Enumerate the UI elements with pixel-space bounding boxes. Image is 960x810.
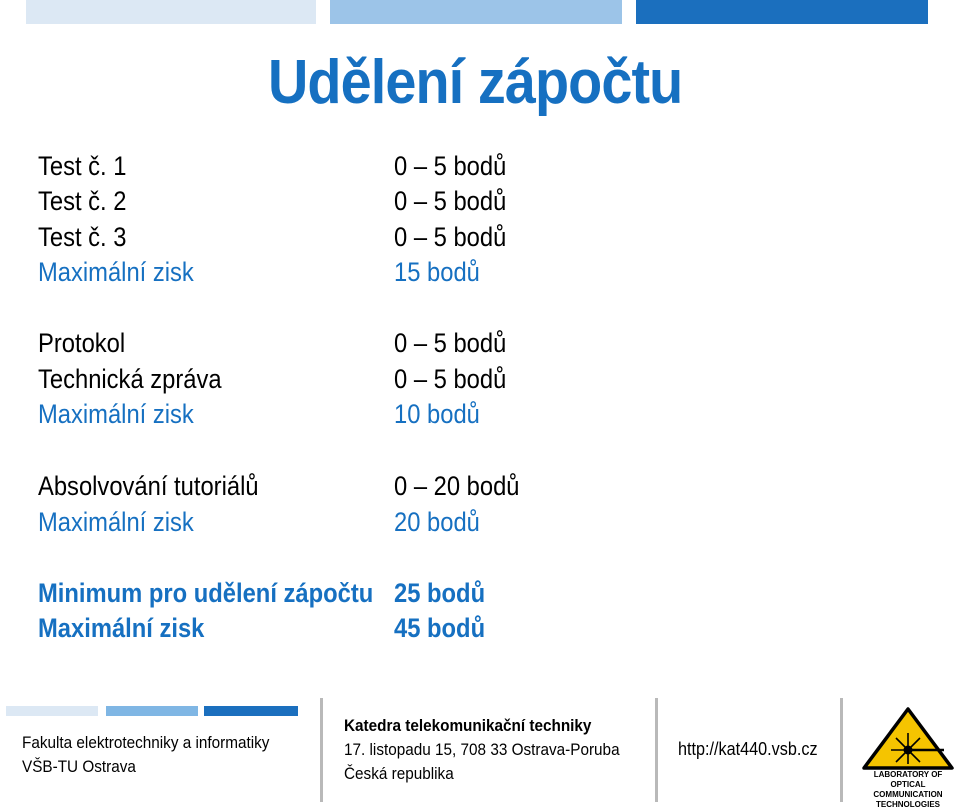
row-value: 0 – 5 bodů — [394, 328, 507, 358]
faculty-info — [22, 731, 269, 779]
row-label: Test č. 3 — [38, 222, 127, 252]
department-name: Katedra telekomunikační techniky — [344, 716, 592, 735]
footer-bar-light — [6, 706, 98, 716]
logo-caption-line1: LABORATORY OF OPTICAL — [873, 770, 943, 789]
row-value: 25 bodů — [394, 578, 486, 608]
university-name: VŠB-TU Ostrava — [22, 757, 136, 776]
row-value: 0 – 20 bodů — [394, 471, 520, 501]
slide-title: Udělení zápočtu — [268, 48, 683, 117]
row-label: Technická zpráva — [38, 364, 222, 394]
row-label: Minimum pro udělení zápočtu — [38, 578, 374, 608]
row-label: Absolvování tutoriálů — [38, 471, 259, 501]
row-label: Test č. 1 — [38, 151, 127, 181]
header-bar-light — [26, 0, 316, 24]
faculty-name: Fakulta elektrotechniky a informatiky — [22, 733, 270, 752]
row-value: 0 – 5 bodů — [394, 364, 507, 394]
row-value: 45 bodů — [394, 613, 486, 643]
row-value: 0 – 5 bodů — [394, 222, 507, 252]
footer-bar-dark — [204, 706, 298, 716]
department-country: Česká republika — [344, 764, 454, 783]
row-label: Maximální zisk — [38, 613, 205, 643]
footer-divider — [320, 698, 323, 802]
laser-warning-logo — [858, 706, 958, 809]
header-bar-dark — [636, 0, 928, 24]
department-info — [344, 714, 620, 786]
department-address: 17. listopadu 15, 708 33 Ostrava-Poruba — [344, 740, 620, 759]
row-label: Maximální zisk — [38, 257, 194, 287]
row-label: Maximální zisk — [38, 399, 194, 429]
row-value: 20 bodů — [394, 507, 480, 537]
logo-caption-line2: COMMUNICATION TECHNOLOGIES — [873, 790, 943, 809]
row-value: 15 bodů — [394, 257, 480, 287]
footer-bar-medium — [106, 706, 198, 716]
row-value: 0 – 5 bodů — [394, 186, 507, 216]
footer-divider — [655, 698, 658, 802]
laser-warning-icon — [858, 706, 958, 770]
row-label: Protokol — [38, 328, 126, 358]
row-label: Test č. 2 — [38, 186, 127, 216]
website-link[interactable]: http://kat440.vsb.cz — [678, 739, 818, 759]
header-bar-medium — [330, 0, 622, 24]
row-label: Maximální zisk — [38, 507, 194, 537]
footer-divider — [840, 698, 843, 802]
row-value: 10 bodů — [394, 399, 480, 429]
row-value: 0 – 5 bodů — [394, 151, 507, 181]
